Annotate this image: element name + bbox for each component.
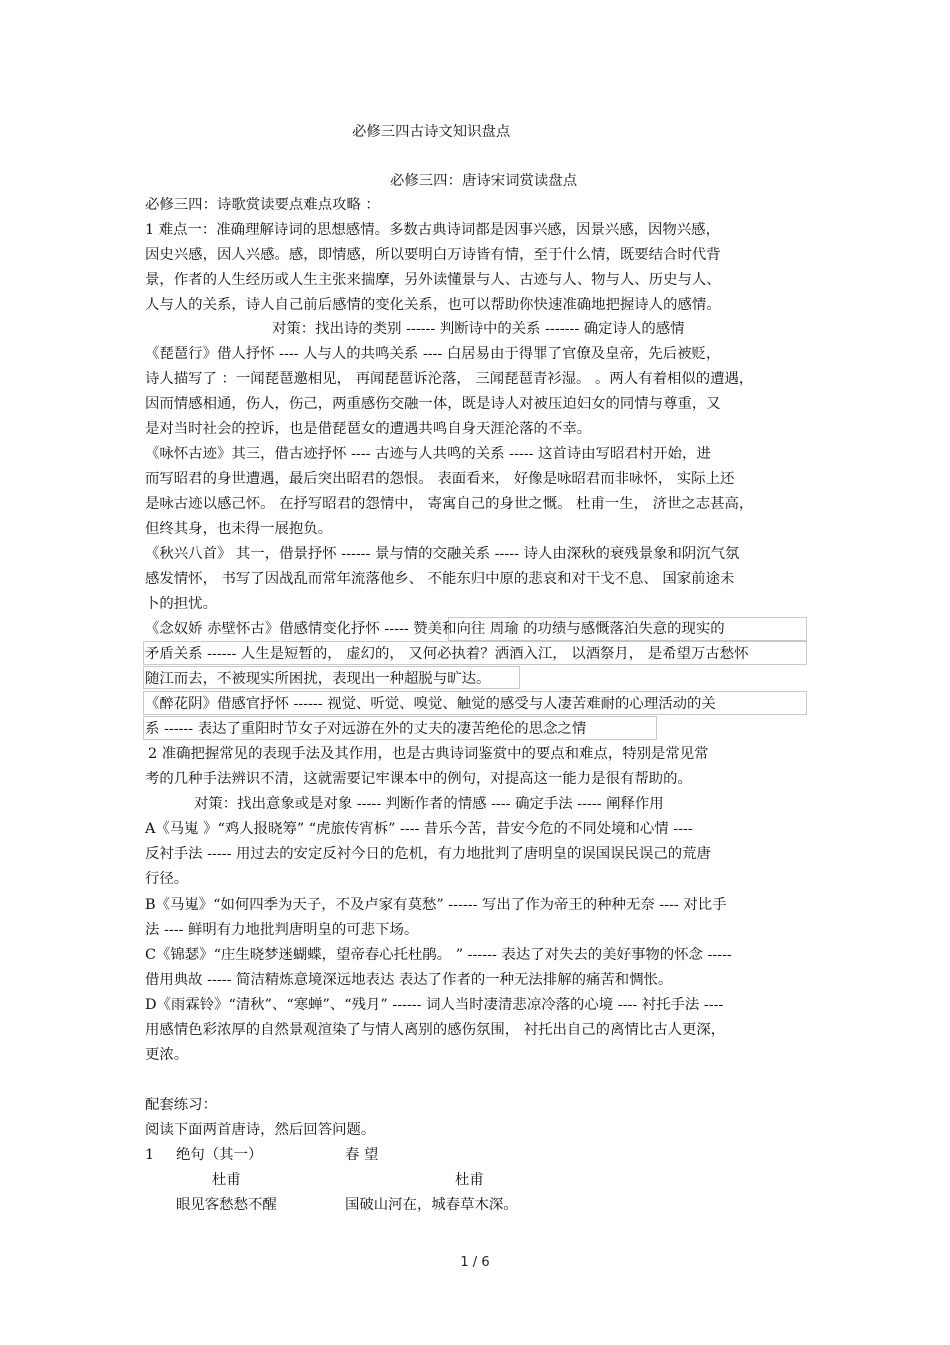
paragraph-line: 法 ---- 鲜明有力地批判唐明皇的可悲下场。 — [145, 922, 419, 938]
paragraph-line: 2 准确把握常见的表现手法及其作用，也是古典诗词鉴赏中的要点和难点，特别是常见常 — [148, 746, 709, 762]
paragraph-line: 是对当时社会的控诉，也是借琵琶女的遭遇共鸣自身天涯沦落的不幸。 — [145, 421, 592, 437]
paragraph-line: 《咏怀古迹》其三，借古迹抒怀 ---- 古迹与人共鸣的关系 ----- 这首诗由写昭君村开始，进 — [145, 446, 711, 462]
paragraph-line: A《马嵬 》“鸡人报晓筹” “虎旅传宵柝” ---- 昔乐今苦，昔安今危的不同处境和心情 ---- — [145, 821, 693, 837]
poem2-line: 国破山河在，城春草木深。 — [345, 1197, 518, 1213]
paragraph-line: 更浓。 — [145, 1047, 189, 1063]
paragraph-line: 1 难点一：准确理解诗词的思想感情。多数古典诗词都是因事兴感，因景兴感，因物兴感， — [145, 222, 720, 238]
paragraph-line: 反衬手法 ----- 用过去的安定反衬今日的危机，有力地批判了唐明皇的误国误民误己的荒唐 — [145, 846, 711, 862]
paragraph-line: 卜的担忧。 — [145, 596, 217, 612]
poem1-line: 眼见客愁愁不醒 — [176, 1197, 277, 1213]
paragraph-line: 《秋兴八首》 其一，借景抒怀 ------ 景与情的交融关系 ----- 诗人由深秋的衰残景象和阴沉气氛 — [145, 546, 740, 562]
poem-number: 1 — [145, 1147, 155, 1163]
exercise-heading: 配套练习： — [145, 1097, 217, 1113]
strategy-line: 对策：找出意象或是对象 ----- 判断作者的情感 ---- 确定手法 ----- 阐释作用 — [194, 796, 664, 812]
strategy-line: 对策：找出诗的类别 ------ 判断诗中的关系 ------- 确定诗人的感情 — [272, 321, 685, 337]
paragraph-line: 《醉花阴》借感官抒怀 ------ 视觉、听觉、嗅觉、触觉的感受与人凄苦难耐的心理活动的关 — [145, 696, 716, 712]
paragraph-line: 《念奴娇 赤壁怀古》借感情变化抒怀 ----- 赞美和向往 周瑜 的功绩与感慨落泊失意的现实的 — [145, 621, 725, 637]
paragraph-line: 因史兴感，因人兴感。感，即情感，所以要明白万诗皆有情，至于什么情，既要结合时代背 — [145, 247, 721, 263]
paragraph-line: 景，作者的人生经历或人生主张来揣摩，另外读懂景与人、古迹与人、物与人、历史与人、 — [145, 272, 721, 288]
poem1-author: 杜甫 — [212, 1172, 241, 1188]
poem2-title: 春 望 — [345, 1147, 379, 1163]
paragraph-line: B《马嵬》“如何四季为天子，不及卢家有莫愁” ------ 写出了作为帝王的种种无奈 ---- 对比手 — [145, 897, 727, 913]
paragraph-line: 系 ------ 表达了重阳时节女子对远游在外的丈夫的凄苦绝伦的思念之情 — [145, 721, 587, 737]
paragraph-line: 用感情色彩浓厚的自然景观渲染了与情人离别的感伤氛围， 衬托出自己的离情比古人更深， — [145, 1022, 726, 1038]
poem1-title: 绝句（其一） — [176, 1147, 263, 1163]
paragraph-line: 感发情怀， 书写了因战乱而常年流落他乡、 不能东归中原的悲哀和对干戈不息、 国家前途未 — [145, 571, 735, 587]
paragraph-line: 矛盾关系 ------ 人生是短暂的， 虚幻的， 又何必执着？洒酒入江， 以酒祭月， 是希望万古愁怀 — [145, 646, 749, 662]
document-title: 必修三四古诗文知识盘点 — [352, 124, 511, 140]
document-subtitle: 必修三四：唐诗宋词赏读盘点 — [390, 173, 578, 189]
paragraph-line: 因而情感相通，伤人，伤己，两重感伤交融一体，既是诗人对被压迫妇女的同情与尊重，又 — [145, 396, 721, 412]
paragraph-line: C《锦瑟》“庄生晓梦迷蝴蝶，望帝春心托杜鹃。 ” ------ 表达了对失去的美好事物的怀念 ----- — [145, 947, 732, 963]
paragraph-line: 诗人描写了 ：一闻琵琶邀相见， 再闻琵琶诉沦落， 三闻琵琶青衫湿。 。两人有着相似的遭遇， — [145, 371, 754, 387]
poem2-author: 杜甫 — [455, 1172, 484, 1188]
paragraph-line: 考的几种手法辨识不清，这就需要记牢课本中的例句，对提高这一能力是很有帮助的。 — [145, 771, 692, 787]
paragraph-line: 而写昭君的身世遭遇，最后突出昭君的怨恨。 表面看来， 好像是咏昭君而非咏怀， 实际上还 — [145, 471, 735, 487]
paragraph-line: 人与人的关系，诗人自己前后感情的变化关系，也可以帮助你快速准确地把握诗人的感情。 — [145, 297, 721, 313]
paragraph-line: 但终其身，也未得一展抱负。 — [145, 521, 333, 537]
paragraph-line: 行径。 — [145, 871, 189, 887]
paragraph-line: 借用典故 ----- 简洁精炼意境深远地表达 表达了作者的一种无法排解的痛苦和惆怅。 — [145, 972, 673, 988]
paragraph-line: D《雨霖铃》“清秋”、“寒蝉”、“残月” ------ 词人当时凄清悲凉冷落的心境 ---- 衬托手法 ---- — [145, 997, 724, 1013]
paragraph-line: 是咏古迹以感己怀。 在抒写昭君的怨情中， 寄寓自己的身世之慨。 杜甫一生， 济世之志甚高， — [145, 496, 754, 512]
exercise-instruction: 阅读下面两首唐诗，然后回答问题。 — [145, 1122, 376, 1138]
section-heading: 必修三四：诗歌赏读要点难点攻略 ： — [145, 197, 380, 213]
paragraph-line: 《琵琶行》借人抒怀 ---- 人与人的共鸣关系 ---- 白居易由于得罪了官僚及皇帝，先后被贬， — [145, 346, 721, 362]
page-number: 1 / 6 — [460, 1255, 490, 1270]
paragraph-line: 随江而去，不被现实所困扰，表现出一种超脱与旷达。 — [145, 671, 491, 687]
